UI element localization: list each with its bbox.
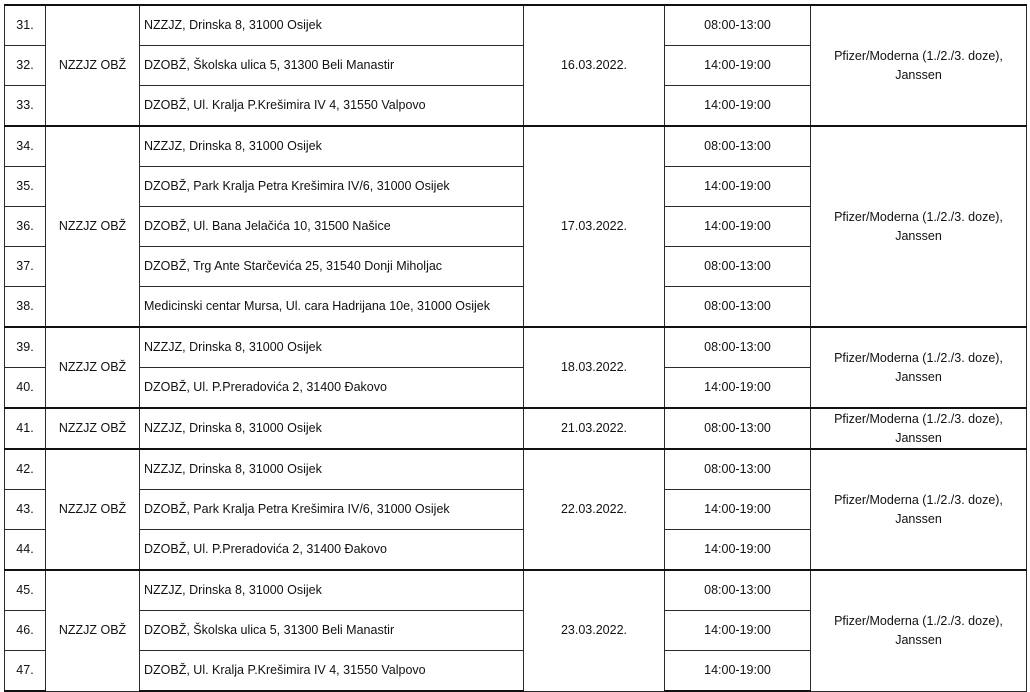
- table-row: [5, 327, 1027, 368]
- row-number: 43.: [5, 490, 46, 530]
- location-cell: NZZJZ, Drinska 8, 31000 Osijek: [140, 570, 524, 611]
- location-cell: DZOBŽ, Školska ulica 5, 31300 Beli Manastir: [140, 611, 524, 651]
- location-cell: DZOBŽ, Park Kralja Petra Krešimira IV/6, 31000 Osijek: [140, 167, 524, 207]
- location-cell: NZZJZ, Drinska 8, 31000 Osijek: [140, 126, 524, 167]
- vaccination-schedule-table: [4, 4, 1027, 692]
- row-number: 32.: [5, 46, 46, 86]
- row-number: 46.: [5, 611, 46, 651]
- row-number: 42.: [5, 449, 46, 490]
- location-cell: DZOBŽ, Ul. P.Preradovića 2, 31400 Đakovo: [140, 530, 524, 571]
- date-cell: 16.03.2022.: [524, 5, 665, 126]
- row-number: 36.: [5, 207, 46, 247]
- time-cell: 14:00-19:00: [665, 368, 811, 409]
- location-cell: DZOBŽ, Ul. P.Preradovića 2, 31400 Đakovo: [140, 368, 524, 409]
- location-cell: DZOBŽ, Ul. Kralja P.Krešimira IV 4, 31550 Valpovo: [140, 651, 524, 692]
- time-cell: 08:00-13:00: [665, 247, 811, 287]
- table-row: [5, 408, 1027, 449]
- table-row: [5, 570, 1027, 611]
- time-cell: 08:00-13:00: [665, 287, 811, 328]
- date-cell: 22.03.2022.: [524, 449, 665, 570]
- table-row: [5, 5, 1027, 46]
- row-number: 47.: [5, 651, 46, 692]
- table-row: [5, 126, 1027, 167]
- vaccines-cell: Pfizer/Moderna (1./2./3. doze), Janssen: [811, 327, 1027, 408]
- organization-cell: NZZJZ OBŽ: [46, 449, 140, 570]
- location-cell: DZOBŽ, Trg Ante Starčevića 25, 31540 Donji Miholjac: [140, 247, 524, 287]
- organization-cell: NZZJZ OBŽ: [46, 327, 140, 408]
- time-cell: 14:00-19:00: [665, 86, 811, 127]
- vaccines-cell: Pfizer/Moderna (1./2./3. doze), Janssen: [811, 126, 1027, 327]
- location-cell: NZZJZ, Drinska 8, 31000 Osijek: [140, 327, 524, 368]
- time-cell: 08:00-13:00: [665, 126, 811, 167]
- time-cell: 14:00-19:00: [665, 611, 811, 651]
- location-cell: DZOBŽ, Ul. Kralja P.Krešimira IV 4, 31550 Valpovo: [140, 86, 524, 127]
- time-cell: 08:00-13:00: [665, 327, 811, 368]
- time-cell: 08:00-13:00: [665, 449, 811, 490]
- row-number: 37.: [5, 247, 46, 287]
- row-number: 35.: [5, 167, 46, 207]
- location-cell: DZOBŽ, Ul. Bana Jelačića 10, 31500 Našice: [140, 207, 524, 247]
- row-number: 39.: [5, 327, 46, 368]
- organization-cell: NZZJZ OBŽ: [46, 5, 140, 126]
- row-number: 41.: [5, 408, 46, 449]
- date-cell: 18.03.2022.: [524, 327, 665, 408]
- date-cell: 23.03.2022.: [524, 570, 665, 691]
- time-cell: 14:00-19:00: [665, 46, 811, 86]
- location-cell: Medicinski centar Mursa, Ul. cara Hadrijana 10e, 31000 Osijek: [140, 287, 524, 328]
- row-number: 33.: [5, 86, 46, 127]
- date-cell: 17.03.2022.: [524, 126, 665, 327]
- time-cell: 14:00-19:00: [665, 490, 811, 530]
- row-number: 45.: [5, 570, 46, 611]
- date-cell: 21.03.2022.: [524, 408, 665, 449]
- location-cell: NZZJZ, Drinska 8, 31000 Osijek: [140, 408, 524, 449]
- row-number: 38.: [5, 287, 46, 328]
- organization-cell: NZZJZ OBŽ: [46, 570, 140, 691]
- time-cell: 08:00-13:00: [665, 5, 811, 46]
- organization-cell: NZZJZ OBŽ: [46, 408, 140, 449]
- location-cell: NZZJZ, Drinska 8, 31000 Osijek: [140, 5, 524, 46]
- vaccines-cell: Pfizer/Moderna (1./2./3. doze), Janssen: [811, 570, 1027, 691]
- row-number: 31.: [5, 5, 46, 46]
- row-number: 34.: [5, 126, 46, 167]
- row-number: 40.: [5, 368, 46, 409]
- organization-cell: NZZJZ OBŽ: [46, 126, 140, 327]
- time-cell: 08:00-13:00: [665, 570, 811, 611]
- time-cell: 14:00-19:00: [665, 530, 811, 571]
- location-cell: DZOBŽ, Školska ulica 5, 31300 Beli Manastir: [140, 46, 524, 86]
- time-cell: 14:00-19:00: [665, 651, 811, 692]
- location-cell: DZOBŽ, Park Kralja Petra Krešimira IV/6, 31000 Osijek: [140, 490, 524, 530]
- time-cell: 14:00-19:00: [665, 207, 811, 247]
- table-row: [5, 449, 1027, 490]
- time-cell: 08:00-13:00: [665, 408, 811, 449]
- vaccines-cell: Pfizer/Moderna (1./2./3. doze), Janssen: [811, 449, 1027, 570]
- location-cell: NZZJZ, Drinska 8, 31000 Osijek: [140, 449, 524, 490]
- row-number: 44.: [5, 530, 46, 571]
- vaccines-cell: Pfizer/Moderna (1./2./3. doze), Janssen: [811, 408, 1027, 449]
- time-cell: 14:00-19:00: [665, 167, 811, 207]
- vaccines-cell: Pfizer/Moderna (1./2./3. doze), Janssen: [811, 5, 1027, 126]
